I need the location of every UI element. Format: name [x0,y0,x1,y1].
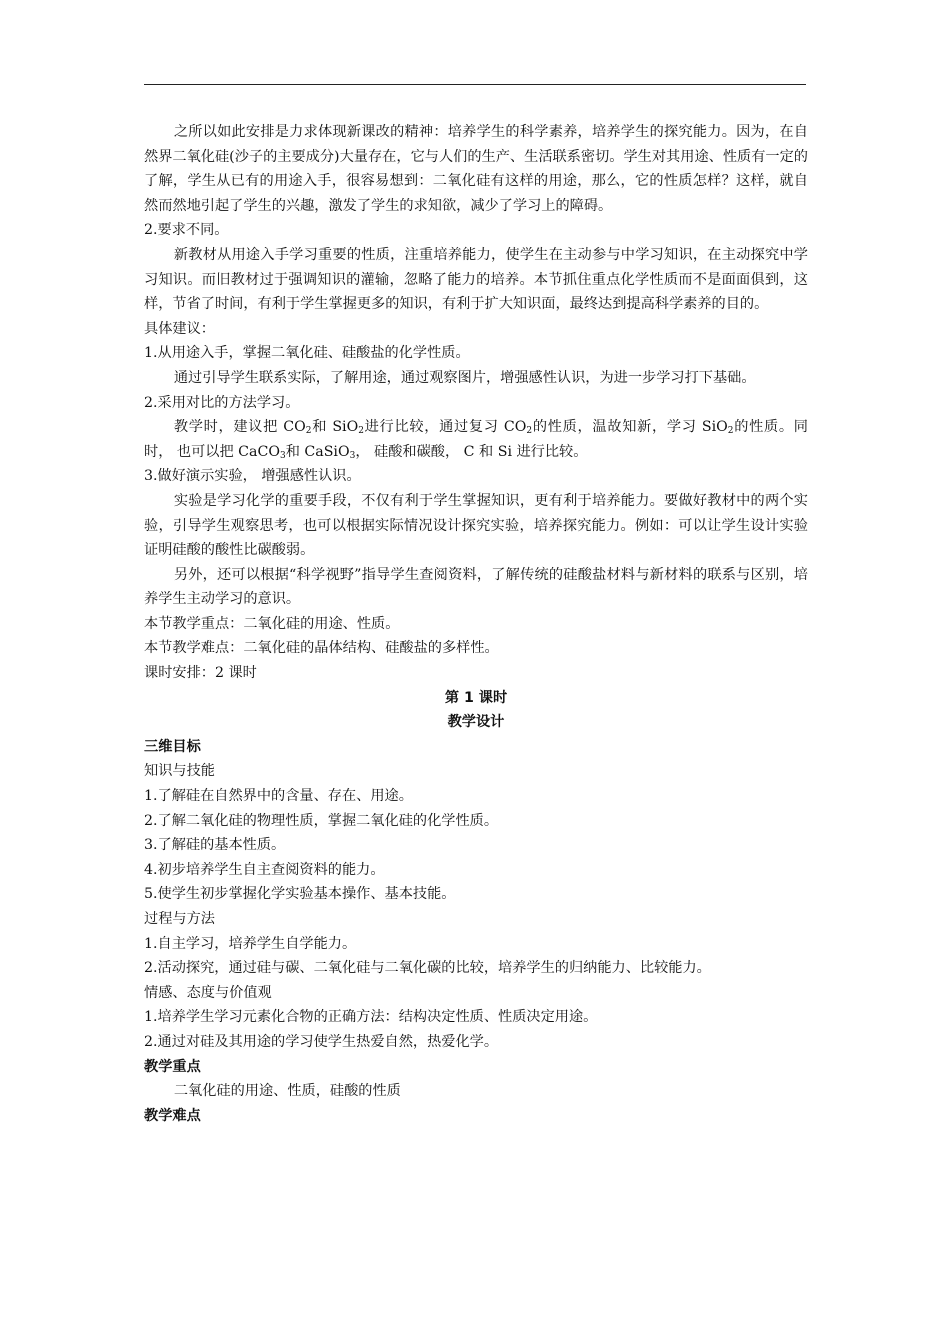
paragraph-27 [144,1005,808,1030]
paragraph-9 [144,489,808,563]
text-run: 第 1 课时 [444,689,508,706]
text-run: 课时安排：2 课时 [144,665,257,682]
text-run: 情感、态度与价值观 [144,984,272,1001]
text-run: 二氧化硅的用途、性质，硅酸的性质 [173,1083,401,1100]
text-run: 2.活动探究，通过硅与碳、二氧化硅与二氧化碳的比较，培养学生的归纳能力、比较能力。 [144,960,711,977]
text-run: 2.了解二氧化硅的物理性质，掌握二氧化硅的化学性质。 [144,812,499,829]
paragraph-13 [144,661,808,686]
paragraph-11 [144,612,808,637]
text-run: 新教材从用途入手学习重要的性质，注重培养能力，使学生在主动参与中学习知识，在主动探究中学习知识。而旧教材过于强调知识的灌输，忽略了能力的培养。本节抓住重点化学性质而不是面面俱到，这样，节省了时间，有利于学生掌握更多的知识，有利于扩大知识面，最终达到提高科学素养的目的。 [144,246,808,313]
paragraph-0 [144,120,808,218]
text-run: ， 硅酸和碳酸， C 和 Si 进行比较。 [355,443,588,460]
text-run: 过程与方法 [144,911,215,927]
text-run: 教学设计 [447,714,505,731]
text-run: 4.初步培养学生自主查阅资料的能力。 [144,861,385,878]
text-run: 教学难点 [144,1107,201,1124]
paragraph-30 [144,1079,808,1104]
text-run: 具体建议： [144,320,215,337]
paragraph-15 [144,710,808,735]
paragraph-16 [144,735,808,760]
paragraph-4 [144,341,808,366]
text-run: 3.做好演示实验， 增强感性认识。 [144,468,361,485]
paragraph-31 [144,1104,808,1129]
text-run: 本节教学重点：二氧化硅的用途、性质。 [144,615,400,632]
paragraph-2 [144,243,808,317]
header-rule [144,84,806,85]
paragraph-10 [144,563,808,612]
paragraph-18 [144,784,808,809]
text-run: 1.培养学生学习元素化合物的正确方法：结构决定性质、性质决定用途。 [144,1009,598,1026]
text-run: 1.从用途入手，掌握二氧化硅、硅酸盐的化学性质。 [144,345,470,362]
text-run: 2.通过对硅及其用途的学习使学生热爱自然，热爱化学。 [144,1033,499,1050]
text-run: 教学重点 [144,1058,201,1075]
paragraph-1 [144,218,808,243]
paragraph-14 [144,686,808,711]
text-run: 的性质。同时， 也可以把 CaCO [144,419,808,460]
text-run: 进行比较，通过复习 CO [363,419,527,436]
text-run: 2.采用对比的方法学习。 [144,394,300,411]
text-run: 之所以如此安排是力求体现新课改的精神：培养学生的科学素养，培养学生的探究能力。因为，在自然界二氧化硅(沙子的主要成分)大量存在，它与人们的生产、生活联系密切。学生对其用途、性质有一定的了解，学生从已有的用途入手，很容易想到：二氧化硅有这样的用途，那么，它的性质怎样？这样，就自然而然地引起了学生的兴趣，激发了学生的求知欲，减少了学习上的障碍。 [144,124,808,214]
text-run: 3.了解硅的基本性质。 [144,837,286,854]
subscript: 2 [526,426,533,437]
paragraph-25 [144,956,808,981]
subscript: 2 [358,426,364,437]
paragraph-6 [144,391,808,416]
text-run: 和 CaSiO [285,443,350,460]
paragraph-12 [144,636,808,661]
text-run: 和 SiO [311,419,359,436]
text-run: 通过引导学生联系实际，了解用途，通过观察图片，增强感性认识，为进一步学习打下基础。 [173,369,756,386]
paragraph-24 [144,932,808,957]
paragraph-21 [144,858,808,883]
paragraph-19 [144,809,808,834]
text-run: 1.自主学习，培养学生自学能力。 [144,935,357,952]
paragraph-7 [144,415,808,464]
subscript: 3 [349,450,356,461]
text-run: 教学时，建议把 CO [173,419,306,436]
paragraph-22 [144,882,808,907]
paragraph-23 [144,907,808,932]
text-run: 2.要求不同。 [144,222,229,239]
paragraph-8 [144,464,808,489]
paragraph-29 [144,1055,808,1080]
text-run: 三维目标 [144,738,201,755]
paragraph-17 [144,759,808,784]
text-run: 知识与技能 [144,763,215,780]
paragraph-5 [144,366,808,391]
text-run: 本节教学难点：二氧化硅的晶体结构、硅酸盐的多样性。 [144,640,499,657]
subscript: 2 [727,426,734,437]
paragraph-3 [144,317,808,342]
paragraph-28 [144,1030,808,1055]
text-run: 5.使学生初步掌握化学实验基本操作、基本技能。 [144,886,456,903]
text-run: 另外，还可以根据“科学视野”指导学生查阅资料，了解传统的硅酸盐材料与新材料的联系与区别，培养学生主动学习的意识。 [144,566,808,608]
paragraph-20 [144,833,808,858]
paragraph-26 [144,981,808,1006]
text-run: 实验是学习化学的重要手段，不仅有利于学生掌握知识，更有利于培养能力。要做好教材中的两个实验，引导学生观察思考，也可以根据实际情况设计探究实验，培养探究能力。例如：可以让学生设计实验证明硅酸的酸性比碳酸弱。 [144,492,808,559]
subscript: 3 [279,450,286,461]
text-run: 1.了解硅在自然界中的含量、存在、用途。 [144,788,413,805]
document-body [144,120,808,1128]
text-run: 的性质，温故知新，学习 SiO [532,419,728,436]
subscript: 2 [305,426,312,437]
